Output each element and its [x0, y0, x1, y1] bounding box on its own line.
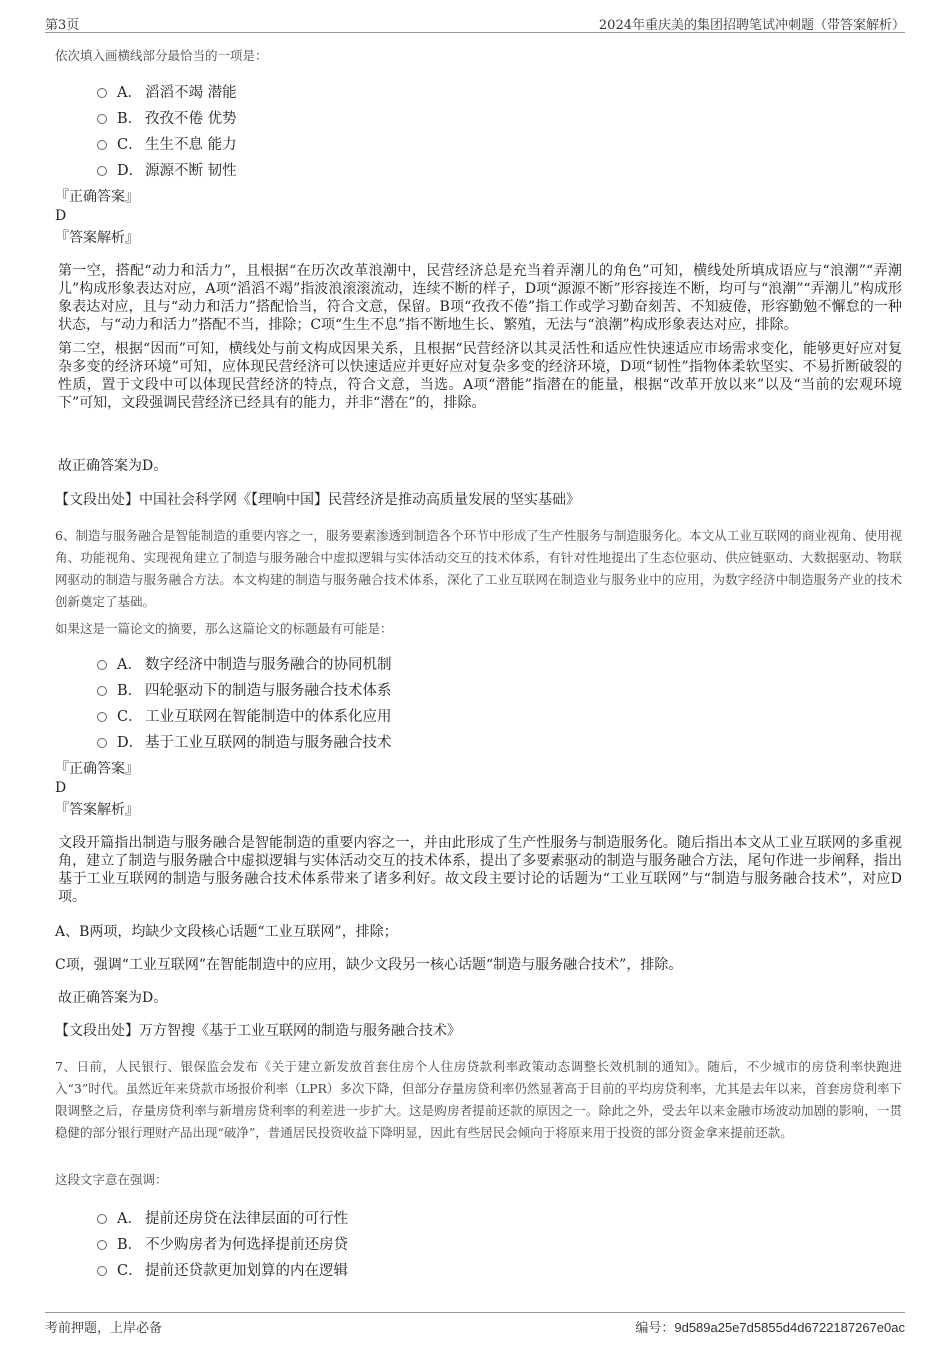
q5-conclusion: 故正确答案为D。	[58, 458, 168, 474]
q5-source: 【文段出处】中国社会科学网《【理响中国】民营经济是推动高质量发展的坚实基础》	[55, 492, 580, 508]
q5-analysis-p2: 第二空，根据“因而”可知，横线处与前文构成因果关系，且根据“民营经济以其灵活性和适应性快速适应市场需求变化，能够更好应对复杂多变的经济环境”可知，应体现民营经济可以快速适应并更好应对复杂多变的经济环境，D项“韧性”指物体柔软坚实、不易折断破裂的性质，置于文段中可以体现民营经济的特点，符合文意，当选。A项“潜能”指潜在的能量，根据“改革开放以来”以及“当前的宏观环境下”可知，文段强调民营经济已经具有的能力，并非“潜在”的，排除。	[58, 341, 902, 411]
q7-option-a[interactable]: A． 提前还房贷在法律层面的可行性	[55, 1204, 902, 1230]
q7-option-c[interactable]: C． 提前还贷款更加划算的内在逻辑	[55, 1256, 902, 1282]
q6-analysis-p3: C项，强调“工业互联网”在智能制造中的应用，缺少文段另一核心话题“制造与服务融合技术”，排除。	[55, 957, 683, 973]
radio-icon[interactable]	[97, 166, 107, 176]
q6-answer: D	[55, 780, 67, 796]
q5-option-c[interactable]: C． 生生不息 能力	[55, 130, 902, 156]
q6-options	[55, 650, 902, 754]
q7-option-b[interactable]: B． 不少购房者为何选择提前还房贷	[55, 1230, 902, 1256]
radio-icon[interactable]	[97, 1214, 107, 1224]
radio-icon[interactable]	[97, 140, 107, 150]
footer-slogan: 考前押题，上岸必备	[45, 1321, 163, 1336]
radio-icon[interactable]	[97, 738, 107, 748]
radio-icon[interactable]	[97, 88, 107, 98]
q6-stem: 6、制造与服务融合是智能制造的重要内容之一，服务要素渗透到制造各个环节中形成了生产性服务与制造服务化。本文从工业互联网的商业视角、使用视角、功能视角、实现视角建立了制造与服务融合中虚拟逻辑与实体活动交互的技术体系，有针对性地提出了生态位驱动、供应链驱动、大数据驱动、物联网驱动的制造与服务融合方法。本文构建的制造与服务融合技术体系，深化了工业互联网在制造业与服务业中的应用，为数字经济中制造服务产业的技术创新奠定了基础。	[55, 528, 902, 609]
radio-icon[interactable]	[97, 114, 107, 124]
radio-icon[interactable]	[97, 1266, 107, 1276]
q6-option-d[interactable]: D． 基于工业互联网的制造与服务融合技术	[55, 728, 902, 754]
q6-analysis-label: 『答案解析』	[55, 802, 139, 818]
q5-analysis-label: 『答案解析』	[55, 230, 139, 246]
q5-answer-label: 『正确答案』	[55, 189, 139, 205]
q5-option-b[interactable]: B． 孜孜不倦 优势	[55, 104, 902, 130]
document-title: 2024年重庆美的集团招聘笔试冲刺题（带答案解析）	[598, 18, 905, 33]
q7-stem: 7、日前，人民银行、银保监会发布《关于建立新发放首套住房个人住房贷款利率政策动态调整长效机制的通知》。随后，不少城市的房贷利率快跑进入“3”时代。虽然近年来贷款市场报价利率（LPR）多次下降，但部分存量房贷利率仍然显著高于目前的平均房贷利率，尤其是去年以来，首套房贷利率下限调整之后，存量房贷利率与新增房贷利率的利差进一步扩大。这是购房者提前还款的原因之一。除此之外，受去年以来金融市场波动加剧的影响，一贯稳健的部分银行理财产品出现“破净”，普通居民投资收益下降明显，因此有些居民会倾向于将原来用于投资的部分资金拿来提前还款。	[55, 1059, 902, 1140]
code-value: 9d589a25e7d5855d4d6722187267e0ac	[674, 1320, 905, 1335]
q5-options	[55, 78, 902, 182]
code-label: 编号：	[635, 1320, 675, 1335]
radio-icon[interactable]	[97, 686, 107, 696]
q5-option-d[interactable]: D． 源源不断 韧性	[55, 156, 902, 182]
document-code	[635, 1317, 905, 1336]
q6-conclusion: 故正确答案为D。	[58, 990, 168, 1006]
q6-answer-label: 『正确答案』	[55, 761, 139, 777]
q6-option-b[interactable]: B． 四轮驱动下的制造与服务融合技术体系	[55, 676, 902, 702]
page-footer	[45, 1312, 905, 1335]
q7-options	[55, 1204, 902, 1282]
radio-icon[interactable]	[97, 1240, 107, 1250]
q6-option-a[interactable]: A． 数字经济中制造与服务融合的协同机制	[55, 650, 902, 676]
page-header	[45, 12, 905, 33]
q5-answer: D	[55, 208, 67, 224]
q6-analysis-p2: A、B两项，均缺少文段核心话题“工业互联网”，排除；	[55, 924, 398, 940]
q6-option-c[interactable]: C． 工业互联网在智能制造中的体系化应用	[55, 702, 902, 728]
radio-icon[interactable]	[97, 712, 107, 722]
q5-prompt: 依次填入画横线部分最恰当的一项是：	[55, 48, 268, 63]
q5-option-a[interactable]: A． 滔滔不竭 潜能	[55, 78, 902, 104]
q6-source: 【文段出处】万方智搜《基于工业互联网的制造与服务融合技术》	[55, 1023, 461, 1039]
page-number: 第3页	[45, 18, 80, 33]
radio-icon[interactable]	[97, 660, 107, 670]
q7-prompt: 这段文字意在强调：	[55, 1172, 168, 1187]
q5-analysis-p1: 第一空，搭配“动力和活力”，且根据“在历次改革浪潮中，民营经济总是充当着弄潮儿的角色”可知，横线处所填成语应与“浪潮”“弄潮儿”构成形象表达对应，A项“滔滔不竭”指波浪滚滚流动，连续不断的样子，D项“源源不断”形容接连不断，均可与“浪潮”“弄潮儿”构成形象表达对应，且与“动力和活力”搭配恰当，符合文意，保留。B项“孜孜不倦”指工作或学习勤奋刻苦、不知疲倦，形容勤勉不懈怠的一种状态，与“动力和活力”搭配不当，排除；C项“生生不息”指不断地生长、繁殖，无法与“浪潮”构成形象表达对应，排除。	[58, 263, 902, 333]
q6-prompt: 如果这是一篇论文的摘要，那么这篇论文的标题最有可能是：	[55, 621, 393, 636]
q6-analysis-p1: 文段开篇指出制造与服务融合是智能制造的重要内容之一，并由此形成了生产性服务与制造服务化。随后指出本文从工业互联网的多重视角，建立了制造与服务融合中虚拟逻辑与实体活动交互的技术体系，提出了多要素驱动的制造与服务融合方法，尾句作进一步阐释，指出基于工业互联网的制造与服务融合技术体系带来了诸多利好。故文段主要讨论的话题为“工业互联网”与“制造与服务融合技术”，对应D项。	[58, 835, 902, 905]
